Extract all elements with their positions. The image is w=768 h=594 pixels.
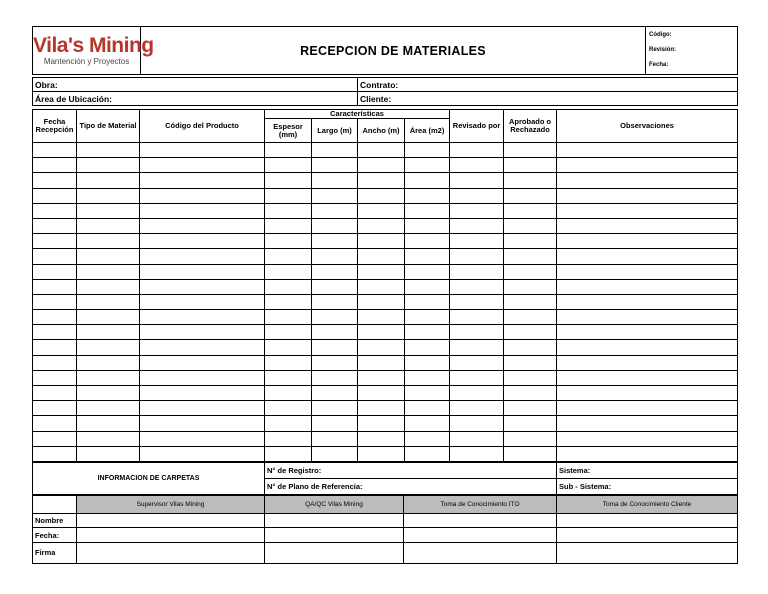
table-cell[interactable] [265,401,312,416]
table-cell[interactable] [33,340,77,355]
table-cell[interactable] [77,325,140,340]
meta-revision: Revisión: [649,47,677,53]
table-cell[interactable] [504,264,557,279]
table-cell[interactable] [33,431,77,446]
table-cell[interactable] [405,310,450,325]
table-row [33,264,738,279]
table-cell[interactable] [405,431,450,446]
table-cell[interactable] [265,173,312,188]
table-cell[interactable] [265,446,312,461]
table-row [33,340,738,355]
col-observaciones: Observaciones [557,110,738,143]
table-cell[interactable] [450,431,504,446]
table-cell[interactable] [265,340,312,355]
table-cell[interactable] [450,310,504,325]
table-cell[interactable] [33,143,77,158]
table-cell[interactable] [140,294,265,309]
table-cell[interactable] [77,355,140,370]
col-codigo-producto: Código del Producto [140,110,265,143]
table-cell[interactable] [557,249,738,264]
table-cell[interactable] [450,325,504,340]
table-row [33,386,738,401]
table-cell[interactable] [265,370,312,385]
table-cell[interactable] [504,279,557,294]
table-cell[interactable] [33,158,77,173]
col-largo: Largo (m) [312,119,358,143]
table-cell[interactable] [140,401,265,416]
table-cell[interactable] [265,310,312,325]
table-cell[interactable] [77,370,140,385]
col-revisado-por: Revisado por [450,110,504,143]
meta-fecha: Fecha: [649,62,669,68]
col-fecha-recepcion: Fecha Recepción [33,110,77,143]
table-cell[interactable] [405,279,450,294]
table-cell[interactable] [265,158,312,173]
table-cell[interactable] [33,355,77,370]
table-cell[interactable] [140,431,265,446]
table-cell[interactable] [504,310,557,325]
table-cell[interactable] [405,249,450,264]
table-cell[interactable] [504,143,557,158]
table-cell[interactable] [557,310,738,325]
table-cell[interactable] [450,370,504,385]
table-cell[interactable] [358,279,405,294]
sig-cell[interactable] [404,542,557,563]
table-cell[interactable] [504,158,557,173]
table-cell[interactable] [504,188,557,203]
table-cell[interactable] [33,416,77,431]
table-cell[interactable] [312,310,358,325]
table-cell[interactable] [265,325,312,340]
table-row [33,279,738,294]
table-cell[interactable] [450,249,504,264]
table-cell[interactable] [358,218,405,233]
table-cell[interactable] [358,143,405,158]
table-cell[interactable] [312,355,358,370]
table-cell[interactable] [504,386,557,401]
obra-field[interactable]: Obra: [33,78,358,92]
table-cell[interactable] [450,203,504,218]
table-cell[interactable] [140,325,265,340]
col-espesor: Espesor (mm) [265,119,312,143]
table-cell[interactable] [77,310,140,325]
table-cell[interactable] [140,203,265,218]
carpetas-section [32,462,738,495]
table-cell[interactable] [450,279,504,294]
table-cell[interactable] [358,294,405,309]
table-row [33,325,738,340]
table-cell[interactable] [358,310,405,325]
table-cell[interactable] [33,446,77,461]
table-cell[interactable] [33,188,77,203]
sig-cell[interactable] [557,528,738,543]
table-cell[interactable] [405,203,450,218]
form-sheet [32,26,737,564]
info-section [32,77,738,106]
table-cell[interactable] [33,203,77,218]
table-row [33,370,738,385]
table-cell[interactable] [358,355,405,370]
table-cell[interactable] [265,279,312,294]
table-cell[interactable] [557,203,738,218]
table-cell[interactable] [358,386,405,401]
table-cell[interactable] [405,143,450,158]
table-cell[interactable] [140,158,265,173]
table-cell[interactable] [405,370,450,385]
table-cell[interactable] [557,386,738,401]
sig-cell[interactable] [557,513,738,528]
n-registro-field[interactable]: N° de Registro: [265,462,557,478]
table-cell[interactable] [140,218,265,233]
table-cell[interactable] [33,264,77,279]
document-meta [646,27,738,75]
table-cell[interactable] [265,218,312,233]
table-cell[interactable] [405,325,450,340]
sig-supervisor: Supervisor Vilas Mining [77,495,265,513]
table-cell[interactable] [312,386,358,401]
table-cell[interactable] [265,416,312,431]
table-cell[interactable] [557,218,738,233]
table-cell[interactable] [358,203,405,218]
table-cell[interactable] [312,264,358,279]
sub-sistema-field[interactable]: Sub - Sistema: [557,478,738,494]
table-cell[interactable] [405,188,450,203]
col-aprobado-rechazado: Aprobado o Rechazado [504,110,557,143]
table-cell[interactable] [557,188,738,203]
table-cell[interactable] [77,158,140,173]
table-cell[interactable] [358,158,405,173]
table-cell[interactable] [77,294,140,309]
table-cell[interactable] [265,203,312,218]
sig-row-fecha: Fecha: [33,528,77,543]
table-cell[interactable] [140,340,265,355]
table-cell[interactable] [405,294,450,309]
table-cell[interactable] [405,218,450,233]
table-cell[interactable] [77,218,140,233]
table-cell[interactable] [265,386,312,401]
table-cell[interactable] [450,158,504,173]
table-cell[interactable] [405,264,450,279]
table-cell[interactable] [504,401,557,416]
table-row [33,294,738,309]
table-cell[interactable] [312,143,358,158]
table-cell[interactable] [504,249,557,264]
table-cell[interactable] [265,188,312,203]
table-cell[interactable] [140,446,265,461]
table-cell[interactable] [358,416,405,431]
table-cell[interactable] [77,446,140,461]
table-cell[interactable] [140,355,265,370]
table-cell[interactable] [312,158,358,173]
table-cell[interactable] [358,264,405,279]
table-cell[interactable] [140,279,265,294]
table-cell[interactable] [77,416,140,431]
table-cell[interactable] [77,264,140,279]
carpetas-label: INFORMACION DE CARPETAS [33,462,265,494]
table-cell[interactable] [77,279,140,294]
table-cell[interactable] [450,386,504,401]
table-cell[interactable] [33,370,77,385]
sig-cell[interactable] [404,528,557,543]
table-cell[interactable] [312,249,358,264]
table-row [33,188,738,203]
table-cell[interactable] [504,416,557,431]
table-row [33,158,738,173]
table-cell[interactable] [77,173,140,188]
table-cell[interactable] [140,249,265,264]
table-cell[interactable] [312,234,358,249]
sig-toma-ito: Toma de Conocimiento ITO [404,495,557,513]
table-cell[interactable] [358,370,405,385]
table-cell[interactable] [77,386,140,401]
table-cell[interactable] [405,158,450,173]
table-cell[interactable] [77,188,140,203]
sig-cell[interactable] [557,542,738,563]
table-cell[interactable] [450,173,504,188]
cliente-field[interactable]: Cliente: [358,92,738,106]
sig-toma-cliente: Toma de Conocimiento Cliente [557,495,738,513]
sig-row-nombre: Nombre [33,513,77,528]
table-cell[interactable] [504,355,557,370]
table-cell[interactable] [33,173,77,188]
table-cell[interactable] [312,431,358,446]
table-cell[interactable] [265,355,312,370]
table-cell[interactable] [358,249,405,264]
table-cell[interactable] [312,370,358,385]
sig-cell[interactable] [404,513,557,528]
table-cell[interactable] [77,203,140,218]
sig-cell[interactable] [265,513,404,528]
table-cell[interactable] [450,355,504,370]
sig-cell[interactable] [77,542,265,563]
table-cell[interactable] [33,401,77,416]
table-cell[interactable] [557,294,738,309]
table-row [33,431,738,446]
table-cell[interactable] [312,279,358,294]
table-cell[interactable] [504,294,557,309]
table-cell[interactable] [265,234,312,249]
table-cell[interactable] [557,234,738,249]
table-cell[interactable] [140,143,265,158]
table-cell[interactable] [557,325,738,340]
table-row [33,446,738,461]
table-cell[interactable] [504,203,557,218]
logo-tagline: Mantención y Proyectos [43,56,130,66]
table-cell[interactable] [33,234,77,249]
table-cell[interactable] [557,340,738,355]
table-cell[interactable] [450,401,504,416]
sig-cell[interactable] [77,528,265,543]
table-cell[interactable] [33,310,77,325]
table-cell[interactable] [265,294,312,309]
table-cell[interactable] [450,143,504,158]
table-cell[interactable] [358,431,405,446]
table-row [33,218,738,233]
table-cell[interactable] [557,355,738,370]
table-cell[interactable] [405,446,450,461]
table-cell[interactable] [33,279,77,294]
n-plano-field[interactable]: N° de Plano de Referencia: [265,478,557,494]
materials-table-body [33,143,738,462]
table-cell[interactable] [450,218,504,233]
meta-codigo: Código: [649,32,672,38]
table-row [33,173,738,188]
sig-cell[interactable] [265,542,404,563]
page-title: RECEPCION DE MATERIALES [141,27,646,75]
table-cell[interactable] [312,188,358,203]
table-cell[interactable] [312,173,358,188]
table-cell[interactable] [504,325,557,340]
signatures-section [32,495,738,564]
materials-table [32,109,738,462]
table-cell[interactable] [33,294,77,309]
table-cell[interactable] [557,446,738,461]
table-cell[interactable] [405,401,450,416]
table-cell[interactable] [140,173,265,188]
table-cell[interactable] [140,416,265,431]
table-cell[interactable] [77,431,140,446]
table-cell[interactable] [504,370,557,385]
area-ubicacion-field[interactable]: Área de Ubicación: [33,92,358,106]
company-logo [33,27,154,75]
table-cell[interactable] [312,416,358,431]
table-cell[interactable] [33,249,77,264]
sig-qaqc: QA/QC Vilas Mining [265,495,404,513]
table-cell[interactable] [557,416,738,431]
table-cell[interactable] [312,203,358,218]
table-cell[interactable] [504,446,557,461]
table-cell[interactable] [358,401,405,416]
table-cell[interactable] [557,143,738,158]
logo-brand: Vila's Mining [33,33,154,57]
table-cell[interactable] [140,370,265,385]
sig-row-firma: Firma [33,542,77,563]
table-cell[interactable] [265,264,312,279]
col-tipo-material: Tipo de Material [77,110,140,143]
col-area: Área (m2) [405,119,450,143]
table-cell[interactable] [450,340,504,355]
table-cell[interactable] [557,401,738,416]
table-cell[interactable] [450,188,504,203]
table-cell[interactable] [265,431,312,446]
table-cell[interactable] [405,355,450,370]
table-cell[interactable] [358,446,405,461]
table-cell[interactable] [450,446,504,461]
table-cell[interactable] [312,218,358,233]
table-cell[interactable] [140,234,265,249]
table-cell[interactable] [405,234,450,249]
table-cell[interactable] [265,249,312,264]
table-cell[interactable] [77,143,140,158]
table-cell[interactable] [33,386,77,401]
table-cell[interactable] [405,416,450,431]
table-cell[interactable] [77,249,140,264]
sig-cell[interactable] [265,528,404,543]
table-cell[interactable] [312,325,358,340]
table-cell[interactable] [557,279,738,294]
table-row [33,249,738,264]
table-cell[interactable] [405,340,450,355]
table-cell[interactable] [405,173,450,188]
table-cell[interactable] [77,340,140,355]
table-row [33,143,738,158]
table-cell[interactable] [358,340,405,355]
table-row [33,355,738,370]
table-row [33,203,738,218]
col-ancho: Ancho (m) [358,119,405,143]
table-row [33,310,738,325]
table-cell[interactable] [504,218,557,233]
table-cell[interactable] [405,386,450,401]
table-cell[interactable] [140,310,265,325]
table-cell[interactable] [450,264,504,279]
table-cell[interactable] [450,234,504,249]
col-caracteristicas: Características [265,110,450,119]
table-cell[interactable] [358,325,405,340]
table-cell[interactable] [77,234,140,249]
table-cell[interactable] [312,401,358,416]
table-row [33,401,738,416]
table-cell[interactable] [557,431,738,446]
table-cell[interactable] [504,234,557,249]
sig-cell[interactable] [77,513,265,528]
table-cell[interactable] [557,158,738,173]
table-cell[interactable] [140,264,265,279]
table-row [33,234,738,249]
table-cell[interactable] [504,340,557,355]
contrato-field[interactable]: Contrato: [358,78,738,92]
table-cell[interactable] [140,386,265,401]
table-cell[interactable] [450,416,504,431]
sig-corner [33,495,77,513]
table-cell[interactable] [557,173,738,188]
table-cell[interactable] [504,431,557,446]
table-cell[interactable] [557,264,738,279]
form-header [32,26,738,75]
table-cell[interactable] [450,294,504,309]
table-cell[interactable] [358,173,405,188]
table-cell[interactable] [358,234,405,249]
sistema-field[interactable]: Sistema: [557,462,738,478]
table-cell[interactable] [265,143,312,158]
table-cell[interactable] [557,370,738,385]
table-cell[interactable] [33,325,77,340]
table-cell[interactable] [312,446,358,461]
table-cell[interactable] [504,173,557,188]
table-cell[interactable] [312,294,358,309]
table-cell[interactable] [312,340,358,355]
table-cell[interactable] [140,188,265,203]
table-cell[interactable] [77,401,140,416]
table-cell[interactable] [358,188,405,203]
table-row [33,416,738,431]
table-cell[interactable] [33,218,77,233]
